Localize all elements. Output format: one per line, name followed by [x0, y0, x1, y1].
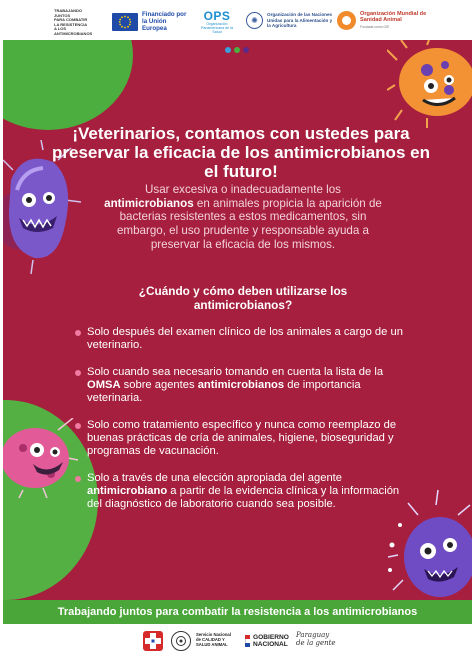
question-heading: ¿Cuándo y cómo deben utilizarse los antimicrobianos?: [138, 284, 348, 312]
intro-paragraph: Usar excesiva o inadecuadamente los antimicrobianos en animales propicia la aparición de bacterias resistentes a estos medicamentos, sin embargo, el uso prudente y responsable ayuda a preservar la eficacia de los mismos.: [104, 183, 382, 251]
bullet-omsa-list: Solo cuando sea necesario tomando en cuenta la lista de la OMSA sobre agentes antimicrobianos de importancia veterinaria.: [75, 366, 405, 404]
omsa-logo: [337, 11, 440, 30]
bottom-banner: Trabajando juntos para combatir la resistencia a los antimicrobianos: [3, 600, 472, 624]
gobierno-nacional-logo: GOBIERNO NACIONAL: [245, 634, 289, 648]
omsa-emblem-icon: [337, 11, 356, 30]
eu-text: Financiado por la Unión Europea: [142, 11, 187, 33]
fao-text: Organización de las Naciones Unidas para la Alimentación y la Agricultura: [267, 12, 333, 29]
fao-logo: [246, 12, 335, 29]
bullet-clinical-exam: Solo después del examen clínico de los animales a cargo de un veterinario.: [75, 326, 405, 352]
bullet-appropriate-choice: Solo a través de una elección apropiada del agente antimicrobiano a partir de la evidencia clínica y la información del diagnóstico de laboratorio cuando sea posible.: [75, 472, 405, 510]
green-blob-top-left: [3, 40, 133, 130]
headline: ¡Veterinarios, contamos con ustedes para preservar la eficacia de los antimicrobianos en el futuro!: [52, 124, 430, 181]
flag-mark-icon: [245, 635, 250, 648]
blue-dot: [225, 47, 231, 53]
paraguay-de-la-gente-logo: Paraguay de la gente: [296, 631, 336, 647]
omsa-text: Organización Mundial de Sanidad Animal Fundada como OIE: [360, 11, 427, 29]
eu-logo: [112, 11, 188, 33]
gov-cross-icon: [143, 631, 163, 651]
orange-microbe-icon: [387, 40, 472, 130]
national-seal-icon: [171, 631, 191, 651]
purple-dot: [243, 47, 249, 53]
pink-microbe-icon: [3, 418, 78, 498]
ops-title: OPS: [203, 9, 231, 23]
bullet-specific-treatment: Solo como tratamiento específico y nunca como reemplazo de buenas prácticas de cría de animales, higiene, bioseguridad y programas de vacunación.: [75, 419, 405, 457]
senacsa-logo-text: Servicio Nacional de CALIDAD Y SALUD ANIMAL: [196, 632, 231, 647]
ops-subtitle: Organización Panamericana de la Salud: [201, 22, 233, 34]
green-dot: [234, 47, 240, 53]
eu-flag-icon: [112, 13, 138, 31]
tj-logo: TRABAJANDO JUNTOS PARA COMBATIR LA RESISTENCIA A LOS ANTIMICROBIANOS: [54, 8, 93, 36]
bottom-logo-bar: [0, 624, 476, 667]
fao-emblem-icon: ✺: [246, 12, 263, 29]
ops-logo: [197, 10, 237, 34]
color-dots: [225, 47, 249, 53]
poster-main: [3, 40, 472, 600]
top-logo-bar: [0, 0, 476, 40]
